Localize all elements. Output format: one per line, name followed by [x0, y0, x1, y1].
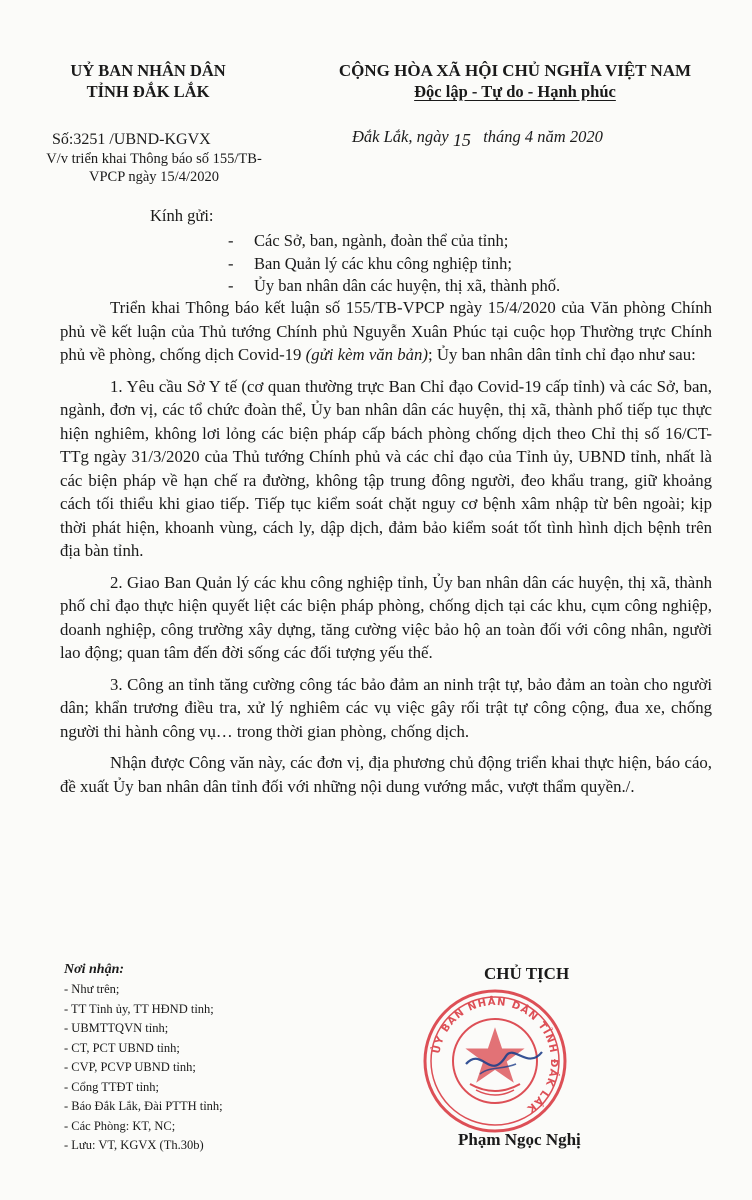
recipients-list	[64, 980, 223, 1156]
recipient-item: - CVP, PCVP UBND tỉnh;	[64, 1060, 196, 1074]
agency-line-1: UỶ BAN NHÂN DÂN	[70, 61, 226, 80]
subject-line-1: V/v triển khai Thông báo số 155/TB-	[46, 151, 262, 167]
date-month: 4	[524, 127, 534, 146]
paragraph-1: 1. Yêu cầu Sở Y tế (cơ quan thường trực Ban Chỉ đạo Covid-19 cấp tỉnh) và các Sở, ban, ngành, đơn vị, các tổ chức đoàn thể, Ủy ban nhân dân các huyện, thị xã, thành phố tiếp tục thực hiện nghiêm, không lơi lỏng các biện pháp cấp bách phòng chống dịch theo Chỉ thị số 16/CT-TTg ngày 31/3/2020 của Thủ tướng Chính phủ và các chỉ đạo của Tỉnh ủy, UBND tỉnh, nhất là các biện pháp về hạn chế ra đường, không tập trung đông người, đeo khẩu trang, giữ khoảng cách tối thiểu khi giao tiếp. Tiếp tục kiểm soát chặt nguy cơ bệnh xâm nhập từ bên ngoài; kịp thời phát hiện, khoanh vùng, cách ly, dập dịch, đảm bảo kiểm soát tốt tình hình dịch bệnh trên địa bàn tỉnh.	[60, 376, 712, 560]
greeting-label: Kính gửi:	[150, 206, 214, 225]
recipient-item: - Lưu: VT, KGVX (Th.30b)	[64, 1138, 204, 1152]
signer-name: Phạm Ngọc Nghị	[458, 1130, 581, 1149]
recipient-item: - UBMTTQVN tỉnh;	[64, 1021, 169, 1035]
document-subject	[24, 150, 284, 186]
intro-text: Triển khai Thông báo kết luận số 155/TB-VPCP ngày 15/4/2020 của Văn phòng Chính phủ về kết luận của Thủ tướng Chính phủ Nguyễn Xuân Phúc tại cuộc họp Thường trực Chính phủ về phòng, chống dịch Covid-19	[60, 298, 712, 364]
agency-line-2: TỈNH ĐẮK LẮK	[86, 82, 210, 101]
recipient-item: - Như trên;	[64, 982, 120, 996]
greeting-recipient: - Ban Quản lý các khu công nghiệp tỉnh;	[228, 253, 560, 276]
intro-italic: (gửi kèm văn bản)	[305, 345, 429, 364]
date-month-label: tháng	[483, 127, 521, 146]
date-line	[352, 126, 603, 150]
issuing-agency	[28, 60, 268, 102]
closing-paragraph: Nhận được Công văn này, các đơn vị, địa phương chủ động triển khai thực hiện, báo cáo, đề xuất Ủy ban nhân dân tỉnh đối với những nội dung vướng mắc, vượt thẩm quyền./.	[60, 753, 712, 796]
greeting-recipient: - Ủy ban nhân dân các huyện, thị xã, thành phố.	[228, 275, 560, 298]
paragraph-3: 3. Công an tỉnh tăng cường công tác bảo đảm an ninh trật tự, bảo đảm an toàn cho người dân; khẩn trương điều tra, xử lý nghiêm các vụ việc gây rối trật tự công cộng, đua xe, chống người thi hành công vụ… trong thời gian phòng, chống dịch.	[60, 674, 712, 741]
subject-line-2: VPCP ngày 15/4/2020	[89, 169, 219, 185]
recipient-item: - Cổng TTĐT tỉnh;	[64, 1079, 160, 1094]
intro-paragraph	[60, 296, 712, 367]
date-year: năm 2020	[537, 127, 603, 146]
recipient-item: - CT, PCT UBND tỉnh;	[64, 1040, 180, 1055]
date-day: 15	[452, 130, 471, 150]
recipient-item: - Báo Đắk Lắk, Đài PTTH tỉnh;	[64, 1099, 223, 1113]
seal-text: ỦY BAN NHÂN DÂN TỈNH ĐẮK LẮK	[431, 996, 560, 1115]
official-seal-icon	[420, 986, 570, 1136]
date-prefix: Đắk Lắk, ngày	[352, 127, 449, 146]
recipient-item: - TT Tỉnh ủy, TT HĐND tỉnh;	[64, 1001, 214, 1016]
paragraph-2: 2. Giao Ban Quản lý các khu công nghiệp tỉnh, Ủy ban nhân dân các huyện, thị xã, thành phố chỉ đạo thực hiện quyết liệt các biện pháp phòng, chống dịch tại các khu, cụm công nghiệp, doanh nghiệp, công trường xây dựng, tăng cường việc bảo hộ an toàn đối với công nhân, người lao động; quan tâm đến đời sống các đối tượng yếu thế.	[60, 572, 712, 662]
national-header	[300, 60, 730, 102]
greeting-recipient: - Các Sở, ban, ngành, đoàn thể của tỉnh;	[228, 230, 560, 253]
recipients-title: Nơi nhận:	[64, 962, 125, 977]
national-motto: Độc lập - Tự do - Hạnh phúc	[414, 82, 616, 101]
recipient-item: - Các Phòng: KT, NC;	[64, 1118, 176, 1133]
greeting-recipients	[228, 230, 560, 298]
intro-end: ; Ủy ban nhân dân tỉnh chỉ đạo như sau:	[428, 345, 696, 364]
nation-name: CỘNG HÒA XÃ HỘI CHỦ NGHĨA VIỆT NAM	[338, 61, 692, 80]
document-body	[60, 296, 712, 806]
signer-title: CHỦ TỊCH	[484, 964, 570, 983]
document-number: Số:3251 /UBND-KGVX	[52, 131, 211, 148]
